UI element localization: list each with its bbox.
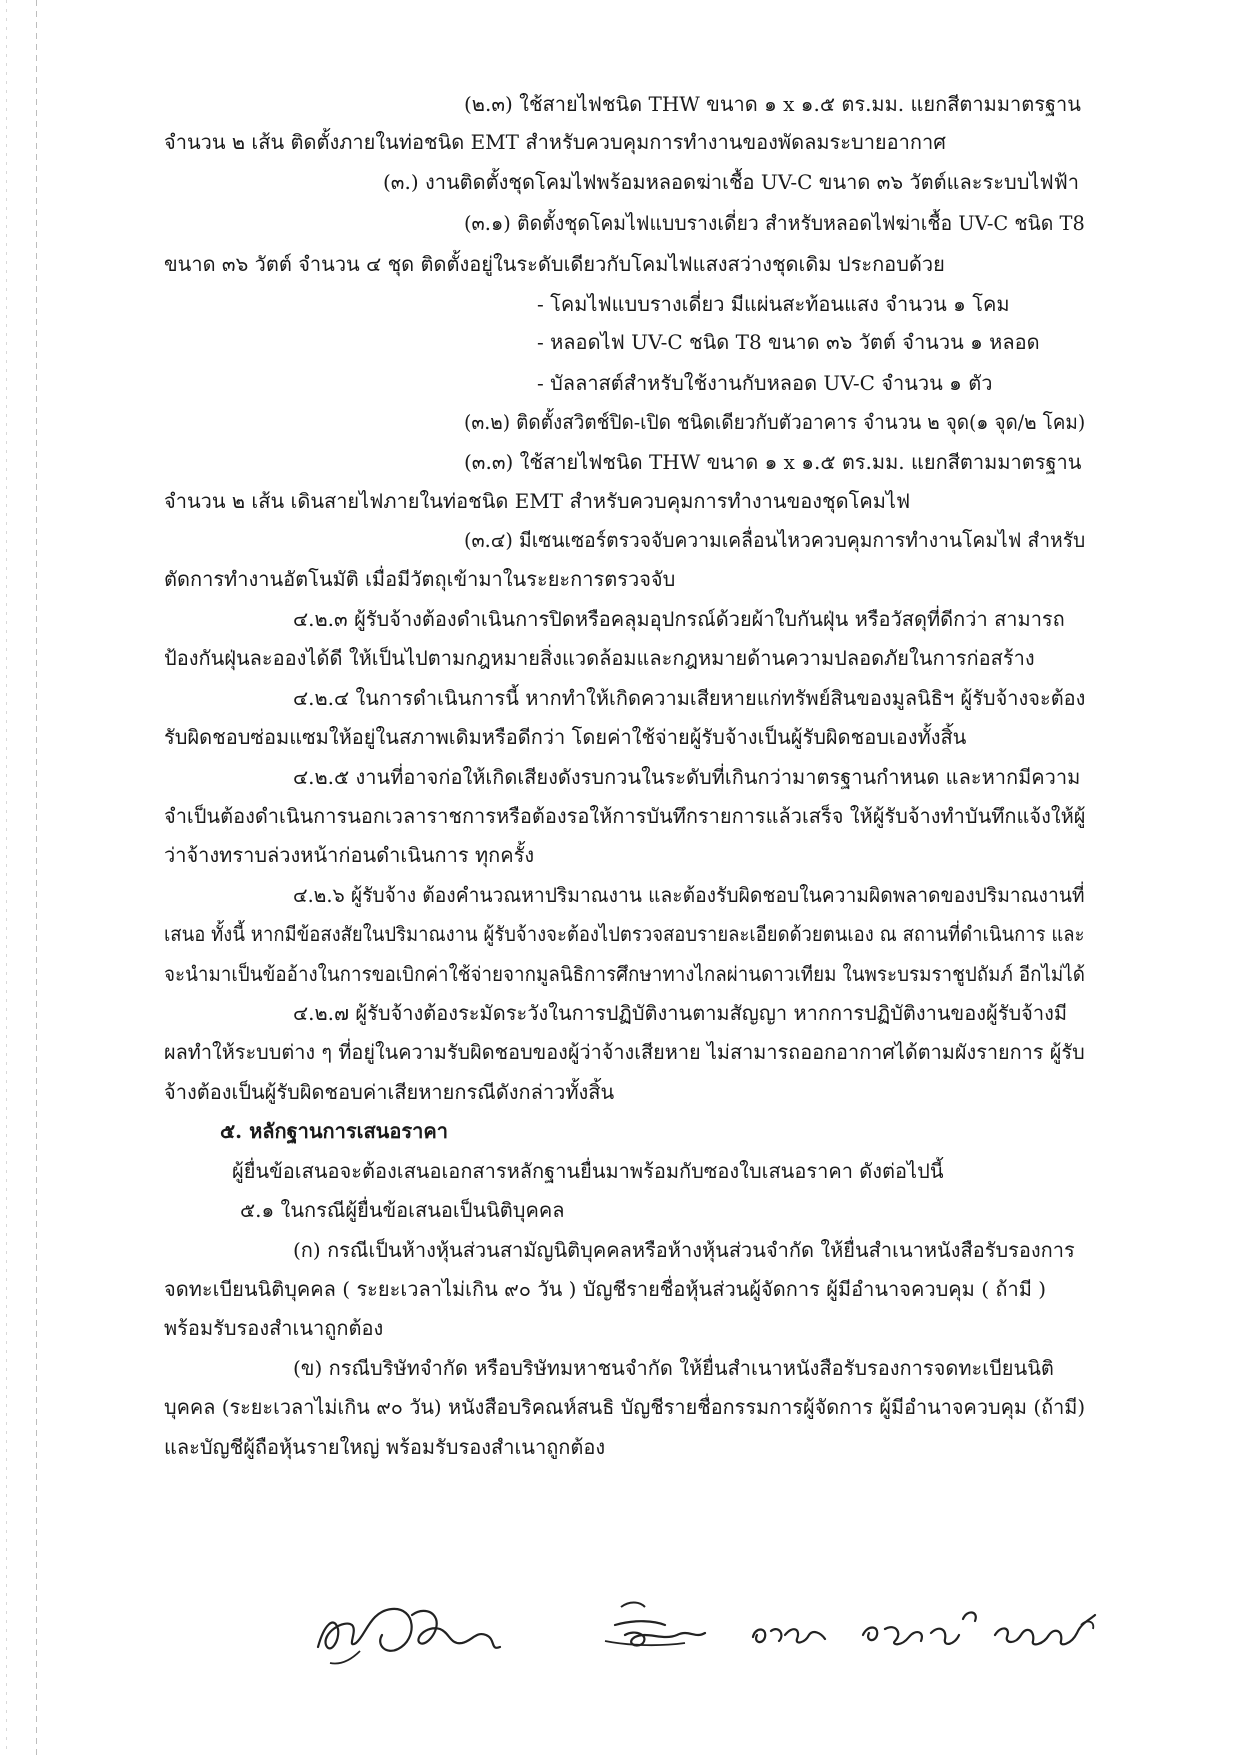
signature-4 <box>855 1585 1115 1675</box>
text-line: บุคคล (ระยะเวลาไม่เกิน ๙๐ วัน) หนังสือบริคณห์สนธิ บัญชีรายชื่อกรรมการผู้จัดการ ผู้มีอำนาจควบคุม (ถ้ามี) <box>164 1395 1086 1419</box>
signature-2 <box>595 1585 735 1675</box>
text-line: ผู้ยื่นข้อเสนอจะต้องเสนอเอกสารหลักฐานยื่นมาพร้อมกับซองใบเสนอราคา ดังต่อไปนี้ <box>232 1159 944 1183</box>
text-line: (๓.๓) ใช้สายไฟชนิด THW ขนาด ๑ x ๑.๕ ตร.มม. แยกสีตามมาตรฐาน <box>464 450 1082 474</box>
text-line: ๔.๒.๖ ผู้รับจ้าง ต้องคำนวณหาปริมาณงาน และต้องรับผิดชอบในความผิดพลาดของปริมาณงานที่ <box>293 883 1085 907</box>
text-line: จ้างต้องเป็นผู้รับผิดชอบค่าเสียหายกรณีดังกล่าวทั้งสิ้น <box>164 1080 615 1104</box>
text-line: ๕.๑ ในกรณีผู้ยื่นข้อเสนอเป็นนิติบุคคล <box>240 1198 565 1222</box>
text-line: (๒.๓) ใช้สายไฟชนิด THW ขนาด ๑ x ๑.๕ ตร.มม. แยกสีตามมาตรฐาน <box>464 92 1081 116</box>
text-line: ๔.๒.๗ ผู้รับจ้างต้องระมัดระวังในการปฏิบัติงานตามสัญญา หากการปฏิบัติงานของผู้รับจ้างมี <box>293 1001 1068 1025</box>
signature-1 <box>300 1585 530 1675</box>
scan-edge-line-outer <box>6 0 7 1755</box>
text-line: - หลอดไฟ UV-C ชนิด T8 ขนาด ๓๖ วัตต์ จำนวน ๑ หลอด <box>537 330 1040 354</box>
text-line: ๔.๒.๕ งานที่อาจก่อให้เกิดเสียงดังรบกวนในระดับที่เกินกว่ามาตรฐานกำหนด และหากมีความ <box>293 765 1081 789</box>
text-line: ขนาด ๓๖ วัตต์ จำนวน ๔ ชุด ติดตั้งอยู่ในระดับเดียวกับโคมไฟแสงสว่างชุดเดิม ประกอบด้วย <box>164 252 945 276</box>
section-heading: ๕. หลักฐานการเสนอราคา <box>220 1119 448 1143</box>
text-line: จำนวน ๒ เส้น เดินสายไฟภายในท่อชนิด EMT สำหรับควบคุมการทำงานของชุดโคมไฟ <box>164 489 911 513</box>
text-line: ว่าจ้างทราบล่วงหน้าก่อนดำเนินการ ทุกครั้ง <box>164 843 535 867</box>
text-line: (ข) กรณีบริษัทจำกัด หรือบริษัทมหาชนจำกัด ให้ยื่นสำเนาหนังสือรับรองการจดทะเบียนนิติ <box>293 1356 1054 1380</box>
text-line: ป้องกันฝุ่นละอองได้ดี ให้เป็นไปตามกฎหมายสิ่งแวดล้อมและกฎหมายด้านความปลอดภัยในการก่อสร้าง <box>164 646 1035 670</box>
text-line: ๔.๒.๓ ผู้รับจ้างต้องดำเนินการปิดหรือคลุมอุปกรณ์ด้วยผ้าใบกันฝุ่น หรือวัสดุที่ดีกว่า สามารถ <box>293 607 1065 631</box>
text-line: (๓.) งานติดตั้งชุดโคมไฟพร้อมหลอดฆ่าเชื้อ UV-C ขนาด ๓๖ วัตต์และระบบไฟฟ้า <box>383 170 1079 194</box>
text-line: - บัลลาสต์สำหรับใช้งานกับหลอด UV-C จำนวน ๑ ตัว <box>537 371 993 395</box>
signature-3 <box>745 1585 835 1675</box>
text-line: รับผิดชอบซ่อมแซมให้อยู่ในสภาพเดิมหรือดีกว่า โดยค่าใช้จ่ายผู้รับจ้างเป็นผู้รับผิดชอบเองทั้งสิ้น <box>164 725 967 749</box>
text-line: (๓.๔) มีเซนเซอร์ตรวจจับความเคลื่อนไหวควบคุมการทำงานโคมไฟ สำหรับ <box>464 528 1086 552</box>
text-line: จะนำมาเป็นข้ออ้างในการขอเบิกค่าใช้จ่ายจากมูลนิธิการศึกษาทางไกลผ่านดาวเทียม ในพระบรมราชูปถัมภ์ อีกไม่ได้ <box>164 962 1085 986</box>
text-line: เสนอ ทั้งนี้ หากมีข้อสงสัยในปริมาณงาน ผู้รับจ้างจะต้องไปตรวจสอบรายละเอียดด้วยตนเอง ณ สถานที่ดำเนินการ และ <box>164 922 1085 946</box>
scan-edge-line <box>36 0 37 1755</box>
text-line: จำนวน ๒ เส้น ติดตั้งภายในท่อชนิด EMT สำหรับควบคุมการทำงานของพัดลมระบายอากาศ <box>164 130 946 154</box>
text-line: ตัดการทำงานอัตโนมัติ เมื่อมีวัตถุเข้ามาในระยะการตรวจจับ <box>164 567 676 591</box>
text-line: จำเป็นต้องดำเนินการนอกเวลาราชการหรือต้องรอให้การบันทึกรายการแล้วเสร็จ ให้ผู้รับจ้างทำบันทึกแจ้งให้ผู้ <box>164 804 1086 828</box>
text-line: และบัญชีผู้ถือหุ้นรายใหญ่ พร้อมรับรองสำเนาถูกต้อง <box>164 1435 606 1459</box>
text-line: (๓.๑) ติดตั้งชุดโคมไฟแบบรางเดี่ยว สำหรับหลอดไฟฆ่าเชื้อ UV-C ชนิด T8 <box>464 211 1085 235</box>
text-line: - โคมไฟแบบรางเดี่ยว มีแผ่นสะท้อนแสง จำนวน ๑ โคม <box>537 292 1010 316</box>
text-line: ผลทำให้ระบบต่าง ๆ ที่อยู่ในความรับผิดชอบของผู้ว่าจ้างเสียหาย ไม่สามารถออกอากาศได้ตามผังรายการ ผู้รับ <box>164 1040 1085 1064</box>
text-line: จดทะเบียนนิติบุคคล ( ระยะเวลาไม่เกิน ๙๐ วัน ) บัญชีรายชื่อหุ้นส่วนผู้จัดการ ผู้มีอำนาจควบคุม ( ถ้ามี ) <box>164 1277 1047 1301</box>
text-line: (๓.๒) ติดตั้งสวิตช์ปิด-เปิด ชนิดเดียวกับตัวอาคาร จำนวน ๒ จุด(๑ จุด/๒ โคม) <box>464 410 1086 434</box>
text-line: ๔.๒.๔ ในการดำเนินการนี้ หากทำให้เกิดความเสียหายแก่ทรัพย์สินของมูลนิธิฯ ผู้รับจ้างจะต้อง <box>293 686 1086 710</box>
text-line: (ก) กรณีเป็นห้างหุ้นส่วนสามัญนิติบุคคลหรือห้างหุ้นส่วนจำกัด ให้ยื่นสำเนาหนังสือรับรองการ <box>293 1238 1075 1262</box>
text-line: พร้อมรับรองสำเนาถูกต้อง <box>164 1316 384 1340</box>
